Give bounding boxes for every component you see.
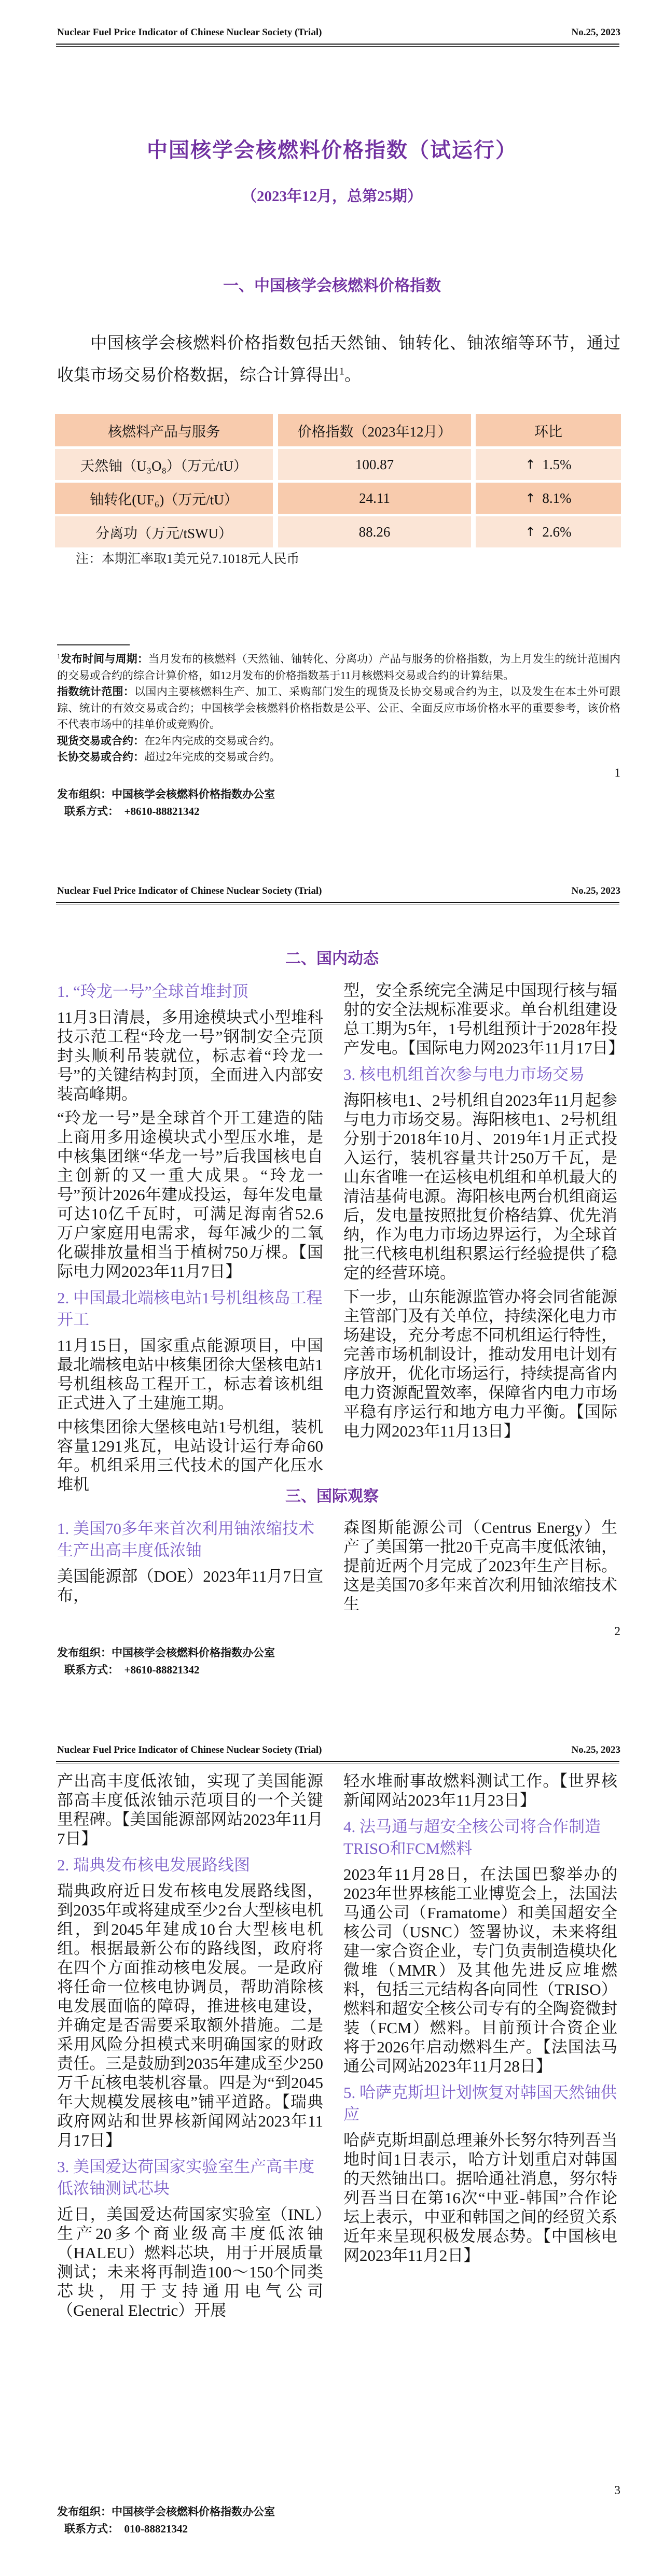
intl-right-column — [343, 1518, 617, 1618]
paragraph: 11月15日，国家重点能源项目，中国最北端核电站中核集团徐大堡核电站1号机组核岛工程开工，标志着该机组正式进入了土建施工期。 — [57, 1336, 323, 1412]
footnote-statistics-scope — [57, 684, 620, 733]
header-rule — [56, 44, 619, 47]
footer-phone: 010-88821342 — [124, 2523, 188, 2535]
table-row-swu — [55, 516, 621, 547]
doc-title: 中国核学会核燃料价格指数（试运行） — [147, 138, 517, 162]
footer-contact — [57, 803, 275, 820]
page-footer — [57, 2503, 275, 2538]
intro-paragraph — [57, 327, 620, 391]
header-issue-number: No.25, 2023 — [571, 27, 620, 38]
intro-text: 中国核学会核燃料价格指数包括天然铀、铀转化、铀浓缩等环节，通过收集市场交易价格数据，综合计算得出 — [57, 333, 620, 384]
page-3 — [0, 1718, 664, 2576]
paragraph: 中核集团徐大堡核电站1号机组，装机容量1291兆瓦，电站设计运行寿命60年。机组采用三代技术的国产化压水堆机 — [57, 1418, 323, 1494]
footnote-spot-contract — [57, 733, 620, 750]
exchange-rate-note: 注：本期汇率取1美元兑7.1018元人民币 — [76, 552, 300, 566]
subsection-heading-linglong: 1. “玲龙一号”全球首堆封顶 — [57, 982, 248, 1001]
footer-contact-label: 联系方式： — [64, 1664, 119, 1676]
page-header — [57, 1744, 620, 1756]
change-cell — [476, 483, 621, 514]
paragraph: 下一步，山东能源监管办将会同省能源主管部门及有关单位，持续深化电力市场建设，充分考虑不同机组运行特性，完善市场机制设计，推动发用电计划有序放开，优化市场运行，持续提高省内电力资源配置效率，保障省内电力市场平稳有序运行和地方电力平衡。【国际电力网2023年11月13日】 — [343, 1288, 617, 1440]
footnote-label: 长协交易或合约： — [57, 751, 144, 763]
table-row-natural-uranium — [55, 449, 621, 480]
change-value: 1.5% — [542, 456, 572, 472]
subsection-heading-sweden-roadmap: 2. 瑞典发布核电发展路线图 — [57, 1856, 250, 1874]
change-value: 2.6% — [542, 524, 572, 540]
paragraph: 2023年11月28日，在法国巴黎举办的2023年世界核能工业博览会上，法国法马通公司（Framatome）和美国超安全核公司（USNC）签署协议，未来将组建一家合资企业，专门负责制造模块化微堆（MMR）及其他先进反应堆燃料，包括三元结构各向同性（TRISO）燃料和超安全核公司专有的全陶瓷微封装（FCM）燃料。目前预计合资企业将于2026年启动燃料生产。【法国法马通公司网站2023年11月28日】 — [343, 1865, 617, 2075]
footnote-longterm-contract — [57, 749, 620, 766]
paragraph: 美国能源部（DOE）2023年11月7日宣布， — [57, 1567, 323, 1604]
footer-organization: 发布组织：中国核学会核燃料价格指数办公室 — [57, 1646, 275, 1659]
footer-contact-label: 联系方式： — [64, 805, 119, 818]
change-value: 8.1% — [542, 490, 572, 506]
page-number: 2 — [614, 1625, 620, 1638]
header-rule — [56, 902, 619, 905]
page-footer — [57, 1644, 275, 1679]
intl-left-column — [57, 1518, 323, 1610]
paragraph: 11月3日清晨，多用途模块式小型堆科技示范工程“玲龙一号”钢制安全壳顶封头顺利吊装就位，标志着“玲龙一号”的关键结构封顶，全面进入内部安装高峰期。 — [57, 1008, 323, 1103]
subsection-heading-framatome-usnc: 4. 法马通与超安全核公司将合作制造TRISO和FCM燃料 — [343, 1818, 601, 1857]
index-cell: 24.11 — [278, 483, 471, 514]
intro-text-end: 。 — [344, 365, 361, 384]
col-header-product: 核燃料产品与服务 — [55, 414, 273, 446]
domestic-left-column — [57, 981, 323, 1499]
domestic-right-column — [343, 981, 625, 1445]
page-2 — [0, 858, 664, 1717]
footnote-marker: 1 — [57, 652, 61, 660]
paragraph: 近日，美国爱达荷国家实验室（INL）生产20多个商业级高丰度低浓铀（HALEU）燃料芯块，用于开展质量测试；未来将再制造100～150个同类芯块，用于支持通用电气公司（General Electric）开展 — [57, 2205, 323, 2319]
page-footer — [57, 786, 275, 820]
page-number: 1 — [614, 766, 620, 779]
footer-contact-label: 联系方式： — [64, 2523, 119, 2535]
product-cell: 天然铀（U₃O₈）（万元/tU） — [55, 449, 273, 480]
change-cell — [476, 449, 621, 480]
page-header — [57, 885, 620, 897]
col-header-mom-change: 环比 — [476, 414, 621, 446]
header-rule — [56, 1761, 619, 1764]
header-journal-title: Nuclear Fuel Price Indicator of Chinese Nuclear Society (Trial) — [57, 27, 322, 38]
footer-organization: 发布组织：中国核学会核燃料价格指数办公室 — [57, 788, 275, 800]
subsection-heading-kazakhstan-supply: 5. 哈萨克斯坦计划恢复对韩国天然铀供应 — [343, 2084, 617, 2123]
header-journal-title: Nuclear Fuel Price Indicator of Chinese Nuclear Society (Trial) — [57, 885, 322, 896]
paragraph: 哈萨克斯坦副总理兼外长努尔特列吾当地时间1日表示，哈方计划重启对韩国的天然铀出口。据哈通社消息，努尔特列吾当日在第16次“中亚-韩国”合作论坛上表示，中亚和韩国之间的经贸关系近年来呈现积极发展态势。【中国核电网2023年11月2日】 — [343, 2131, 617, 2264]
page-number: 3 — [614, 2484, 620, 2497]
paragraph: 瑞典政府近日发布核电发展路线图，到2035年或将建成至少2台大型核电机组，到2045年建成10台大型核电机组。根据最新公布的路线图，政府将在四个方面推动核电发展。一是政府将任命一位核电协调员，帮助消除核电发展面临的障碍，推进核电建设，并确定是否需要采取额外措施。二是采用风险分担模式来明确国家的财政责任。三是鼓励到2035年建成至少250万千瓦核电装机容量。四是为“到2045年大规模发展核电”铺平道路。【瑞典政府网站和世界核新闻网站2023年11月17日】 — [57, 1882, 323, 2149]
footer-organization: 发布组织：中国核学会核燃料价格指数办公室 — [57, 2505, 275, 2518]
up-arrow-icon: ↑ — [525, 457, 536, 472]
subsection-heading-us-haleu: 1. 美国70多年来首次利用铀浓缩技术生产出高丰度低浓铀 — [57, 1519, 314, 1559]
footer-phone: +8610-88821342 — [124, 1664, 200, 1676]
up-arrow-icon: ↑ — [525, 525, 536, 539]
footnote-text: 超过2年完成的交易或合约。 — [144, 751, 281, 763]
subsection-heading-market-trading: 3. 核电机组首次参与电力市场交易 — [343, 1065, 585, 1083]
paragraph: “玲龙一号”是全球首个开工建造的陆上商用多用途模块式小型压水堆，是中核集团继“华龙一号”后我国核电自主创新的又一重大成果。“玲龙一号”预计2026年建成投运，每年发电量可达10亿千瓦时，可满足海南省52.6万户家庭用电需求，每年减少的二氧化碳排放量相当于植树750万棵。【国际电力网2023年11月7日】 — [57, 1109, 323, 1280]
footnote-text: 在2年内完成的交易或合约。 — [144, 734, 281, 747]
index-cell: 100.87 — [278, 449, 471, 480]
page-header — [57, 27, 620, 38]
footnote-separator — [57, 644, 130, 645]
product-cell: 分离功（万元/tSWU） — [55, 516, 273, 547]
paragraph: 轻水堆耐事故燃料测试工作。【世界核新闻网站2023年11月23日】 — [343, 1772, 617, 1809]
header-issue-number: No.25, 2023 — [571, 885, 620, 896]
intl-right-column — [343, 1771, 617, 2270]
paragraph: 海阳核电1、2号机组自2023年11月起参与电力市场交易。海阳核电1、2号机组分别于2018年10月、2019年1月正式投入运行，装机容量共计250万千瓦，是山东省唯一在运核电机组和单机最大的清洁基荷电源。海阳核电两台机组商运后，发电量按照批复价格结算、优先消纳，作为电力市场边界运行，为全球首批三代核电机组积累运行经验提供了稳定的经营环境。 — [343, 1091, 617, 1282]
subsection-heading-xudabao: 2. 中国最北端核电站1号机组核岛工程开工 — [57, 1289, 323, 1329]
footnote-text: 以国内主要核燃料生产、加工、采购部门发生的现货及长协交易或合约为主，以及发生在本土外可跟踪、统计的有效交易或合约；中国核学会核燃料价格指数是公平、公正、全面反应市场价格水平的重要参考，该价格不代表市场中的挂单价或竞购价。 — [57, 685, 621, 730]
table-row-conversion — [55, 483, 621, 514]
section-heading-3: 三、国际观察 — [285, 1488, 379, 1505]
table-header-row — [55, 414, 621, 446]
header-journal-title: Nuclear Fuel Price Indicator of Chinese Nuclear Society (Trial) — [57, 1744, 322, 1755]
header-issue-number: No.25, 2023 — [571, 1744, 620, 1755]
page-1 — [0, 0, 664, 858]
footer-phone: +8610-88821342 — [124, 805, 200, 818]
footnote-block — [57, 651, 620, 766]
footnote-ref-1: 1 — [339, 365, 344, 377]
up-arrow-icon: ↑ — [525, 491, 536, 505]
product-cell: 铀转化(UF₆)（万元/tU） — [55, 483, 273, 514]
section-heading-1: 一、中国核学会核燃料价格指数 — [223, 277, 441, 294]
footnote-label: 指数统计范围： — [57, 685, 135, 698]
footnote-release-cycle — [57, 651, 620, 684]
footnote-label: 现货交易或合约： — [57, 734, 144, 747]
footer-contact — [57, 2521, 275, 2538]
footnote-text: 当月发布的核燃料（天然铀、铀转化、分离功）产品与服务的价格指数，为上月发生的统计范围内的交易或合约的综合计算价格，如12月发布的价格指数基于11月核燃料交易或合约的计算结果。 — [57, 653, 620, 682]
doc-subtitle: （2023年12月，总第25期） — [241, 188, 422, 205]
paragraph: 型，安全系统完全满足中国现行核与辐射的安全法规标准要求。单台机组建设总工期为5年，1号机组预计于2028年投产发电。【国际电力网2023年11月17日】 — [343, 981, 625, 1057]
paragraph: 产出高丰度低浓铀，实现了美国能源部高丰度低浓铀示范项目的一个关键里程碑。【美国能源部网站2023年11月7日】 — [57, 1772, 323, 1848]
price-index-table — [55, 414, 621, 550]
paragraph: 森图斯能源公司（Centrus Energy）生产了美国第一批20千克高丰度低浓铀，提前近两个月完成了2023年生产目标。这是美国70多年来首次利用铀浓缩技术生 — [343, 1518, 617, 1613]
index-cell: 88.26 — [278, 516, 471, 547]
col-header-index: 价格指数（2023年12月） — [278, 414, 471, 446]
intl-left-column — [57, 1771, 323, 2325]
footnote-label: 发布时间与周期： — [60, 653, 149, 665]
section-heading-2: 二、国内动态 — [285, 950, 379, 967]
footer-contact — [57, 1662, 275, 1679]
change-cell — [476, 516, 621, 547]
subsection-heading-inl-pellets: 3. 美国爱达荷国家实验室生产高丰度低浓铀测试芯块 — [57, 2158, 314, 2198]
